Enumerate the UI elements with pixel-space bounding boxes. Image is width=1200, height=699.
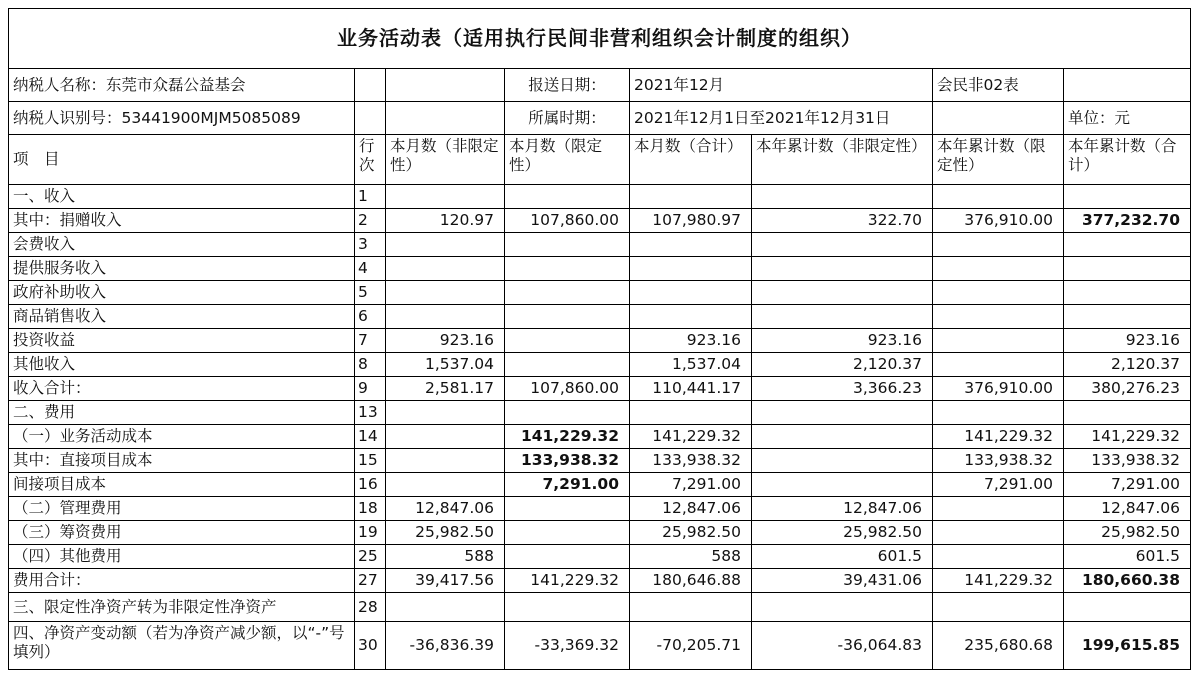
cell-year-restricted [933,185,1064,209]
cell-month-total: 923.16 [630,329,752,353]
cell-month-total: 25,982.50 [630,521,752,545]
cell-year-total: 7,291.00 [1064,473,1191,497]
cell-month-unrestricted: 120.97 [386,209,505,233]
cell-month-restricted: 141,229.32 [505,425,630,449]
report-date: 2021年12月 [630,69,933,102]
row-line-number: 19 [355,521,386,545]
cell-year-unrestricted: 2,120.37 [752,353,933,377]
cell-month-restricted [505,329,630,353]
cell-month-restricted [505,497,630,521]
cell-year-total: 601.5 [1064,545,1191,569]
cell-month-total: 141,229.32 [630,425,752,449]
cell-month-total [630,281,752,305]
cell-month-unrestricted [386,281,505,305]
cell-year-total: 180,660.38 [1064,569,1191,593]
cell-year-unrestricted: 601.5 [752,545,933,569]
period-label: 所属时期： [505,102,630,135]
cell-month-total [630,185,752,209]
cell-year-restricted [933,257,1064,281]
cell-month-restricted: 107,860.00 [505,377,630,401]
row-item-label: （二）管理费用 [9,497,355,521]
row-line-number: 16 [355,473,386,497]
row-line-number: 5 [355,281,386,305]
cell-month-total: 7,291.00 [630,473,752,497]
cell-month-unrestricted: 39,417.56 [386,569,505,593]
table-row [9,257,1191,281]
cell-month-unrestricted: 1,537.04 [386,353,505,377]
cell-year-restricted [933,305,1064,329]
table-row [9,353,1191,377]
title-row [9,9,1191,69]
header-line: 行次 [355,135,386,185]
row-item-label: 商品销售收入 [9,305,355,329]
cell-month-total [630,593,752,622]
header-item: 项 目 [9,135,355,185]
cell-month-unrestricted [386,425,505,449]
cell-year-restricted [933,281,1064,305]
row-line-number: 9 [355,377,386,401]
table-row [9,401,1191,425]
row-item-label: 其他收入 [9,353,355,377]
cell-year-unrestricted: -36,064.83 [752,622,933,670]
table-row [9,449,1191,473]
cell-month-restricted [505,401,630,425]
cell-month-unrestricted [386,593,505,622]
cell-month-total: 12,847.06 [630,497,752,521]
row-item-label: 收入合计： [9,377,355,401]
table-row [9,185,1191,209]
cell-year-restricted [933,521,1064,545]
cell-month-total [630,305,752,329]
cell-month-restricted: 141,229.32 [505,569,630,593]
header-month-unrestricted: 本月数（非限定性） [386,135,505,185]
form-code: 会民非02表 [933,69,1064,102]
cell-year-unrestricted: 322.70 [752,209,933,233]
cell-month-unrestricted: 923.16 [386,329,505,353]
cell-year-total: 923.16 [1064,329,1191,353]
cell-month-restricted: -33,369.32 [505,622,630,670]
cell-year-restricted [933,497,1064,521]
cell-month-restricted [505,593,630,622]
cell-year-unrestricted [752,281,933,305]
cell-month-unrestricted: 588 [386,545,505,569]
cell-year-unrestricted [752,257,933,281]
report-date-label: 报送日期： [505,69,630,102]
cell-year-total: 377,232.70 [1064,209,1191,233]
cell-year-total [1064,281,1191,305]
row-line-number: 1 [355,185,386,209]
cell-year-total [1064,305,1191,329]
row-line-number: 15 [355,449,386,473]
cell-month-unrestricted [386,401,505,425]
row-line-number: 3 [355,233,386,257]
row-line-number: 14 [355,425,386,449]
cell-year-restricted: 235,680.68 [933,622,1064,670]
cell-month-restricted: 7,291.00 [505,473,630,497]
table-row [9,473,1191,497]
table-row [9,209,1191,233]
row-item-label: 提供服务收入 [9,257,355,281]
row-line-number: 7 [355,329,386,353]
cell-year-unrestricted [752,425,933,449]
cell-year-restricted: 141,229.32 [933,425,1064,449]
cell-year-total: 25,982.50 [1064,521,1191,545]
cell-year-unrestricted: 25,982.50 [752,521,933,545]
cell-year-restricted [933,353,1064,377]
cell-year-restricted [933,233,1064,257]
cell-year-total: 2,120.37 [1064,353,1191,377]
row-line-number: 2 [355,209,386,233]
cell-year-total: 133,938.32 [1064,449,1191,473]
row-item-label: 其中：直接项目成本 [9,449,355,473]
row-line-number: 30 [355,622,386,670]
cell-year-total: 141,229.32 [1064,425,1191,449]
cell-year-total [1064,185,1191,209]
column-header-row [9,135,1191,185]
cell-month-total [630,257,752,281]
cell-month-restricted [505,185,630,209]
row-item-label: （三）筹资费用 [9,521,355,545]
activity-statement-table [8,8,1191,670]
cell-year-total: 380,276.23 [1064,377,1191,401]
table-row [9,569,1191,593]
row-item-label: （四）其他费用 [9,545,355,569]
cell-month-total: 588 [630,545,752,569]
cell-year-restricted: 7,291.00 [933,473,1064,497]
cell-year-unrestricted [752,305,933,329]
row-line-number: 27 [355,569,386,593]
cell-month-total: 1,537.04 [630,353,752,377]
cell-month-unrestricted: 2,581.17 [386,377,505,401]
header-month-restricted: 本月数（限定性） [505,135,630,185]
header-year-unrestricted: 本年累计数（非限定性） [752,135,933,185]
header-year-restricted: 本年累计数（限定性） [933,135,1064,185]
table-row [9,593,1191,622]
table-row [9,305,1191,329]
cell-year-unrestricted [752,593,933,622]
cell-year-restricted: 376,910.00 [933,377,1064,401]
activity-statement-sheet [8,8,1190,689]
row-line-number: 28 [355,593,386,622]
cell-month-restricted: 133,938.32 [505,449,630,473]
header-month-total: 本月数（合计） [630,135,752,185]
report-title: 业务活动表（适用执行民间非营利组织会计制度的组织） [9,9,1191,69]
cell-month-restricted [505,305,630,329]
cell-month-unrestricted: 12,847.06 [386,497,505,521]
table-row [9,233,1191,257]
table-row [9,521,1191,545]
row-item-label: 投资收益 [9,329,355,353]
cell-month-total: 180,646.88 [630,569,752,593]
unit: 单位：元 [1064,102,1191,135]
cell-year-restricted [933,545,1064,569]
row-item-label: （一）业务活动成本 [9,425,355,449]
cell-month-restricted [505,233,630,257]
cell-year-unrestricted [752,401,933,425]
cell-year-total [1064,233,1191,257]
row-line-number: 13 [355,401,386,425]
cell-year-unrestricted: 39,431.06 [752,569,933,593]
table-row [9,425,1191,449]
cell-year-total: 12,847.06 [1064,497,1191,521]
table-row [9,377,1191,401]
row-item-label: 间接项目成本 [9,473,355,497]
cell-month-unrestricted [386,305,505,329]
row-line-number: 4 [355,257,386,281]
row-item-label: 二、费用 [9,401,355,425]
table-row [9,329,1191,353]
period: 2021年12月1日至2021年12月31日 [630,102,933,135]
cell-year-total: 199,615.85 [1064,622,1191,670]
table-row [9,622,1191,670]
header-year-total: 本年累计数（合计） [1064,135,1191,185]
cell-year-restricted [933,593,1064,622]
cell-year-unrestricted [752,473,933,497]
cell-year-restricted: 141,229.32 [933,569,1064,593]
row-item-label: 政府补助收入 [9,281,355,305]
table-row [9,281,1191,305]
row-line-number: 18 [355,497,386,521]
cell-month-restricted [505,281,630,305]
meta-row-1 [9,69,1191,102]
table-row [9,497,1191,521]
cell-month-unrestricted [386,473,505,497]
cell-month-restricted [505,545,630,569]
cell-year-unrestricted: 923.16 [752,329,933,353]
cell-month-unrestricted [386,233,505,257]
cell-year-unrestricted [752,185,933,209]
cell-month-total: -70,205.71 [630,622,752,670]
cell-month-total: 110,441.17 [630,377,752,401]
taxpayer-name: 纳税人名称：东莞市众磊公益基会 [9,69,355,102]
table-row [9,545,1191,569]
row-line-number: 8 [355,353,386,377]
cell-year-restricted [933,329,1064,353]
cell-year-restricted: 376,910.00 [933,209,1064,233]
taxpayer-id: 纳税人识别号：53441900MJM5085089 [9,102,355,135]
cell-month-unrestricted: -36,836.39 [386,622,505,670]
cell-month-unrestricted [386,185,505,209]
cell-year-total [1064,401,1191,425]
cell-month-total: 133,938.32 [630,449,752,473]
cell-month-restricted [505,521,630,545]
cell-month-unrestricted [386,257,505,281]
cell-month-restricted: 107,860.00 [505,209,630,233]
cell-year-unrestricted: 3,366.23 [752,377,933,401]
cell-month-unrestricted [386,449,505,473]
row-line-number: 25 [355,545,386,569]
cell-month-restricted [505,257,630,281]
row-line-number: 6 [355,305,386,329]
cell-year-restricted [933,401,1064,425]
cell-month-restricted [505,353,630,377]
cell-month-total [630,401,752,425]
cell-year-total [1064,593,1191,622]
row-item-label: 一、收入 [9,185,355,209]
row-item-label: 会费收入 [9,233,355,257]
cell-year-unrestricted [752,233,933,257]
cell-year-total [1064,257,1191,281]
cell-month-unrestricted: 25,982.50 [386,521,505,545]
meta-row-2 [9,102,1191,135]
row-item-label: 四、净资产变动额（若为净资产减少额，以“-”号填列） [9,622,355,670]
cell-year-unrestricted: 12,847.06 [752,497,933,521]
cell-year-unrestricted [752,449,933,473]
row-item-label: 费用合计： [9,569,355,593]
cell-month-total: 107,980.97 [630,209,752,233]
row-item-label: 其中：捐赠收入 [9,209,355,233]
cell-month-total [630,233,752,257]
row-item-label: 三、限定性净资产转为非限定性净资产 [9,593,355,622]
cell-year-restricted: 133,938.32 [933,449,1064,473]
